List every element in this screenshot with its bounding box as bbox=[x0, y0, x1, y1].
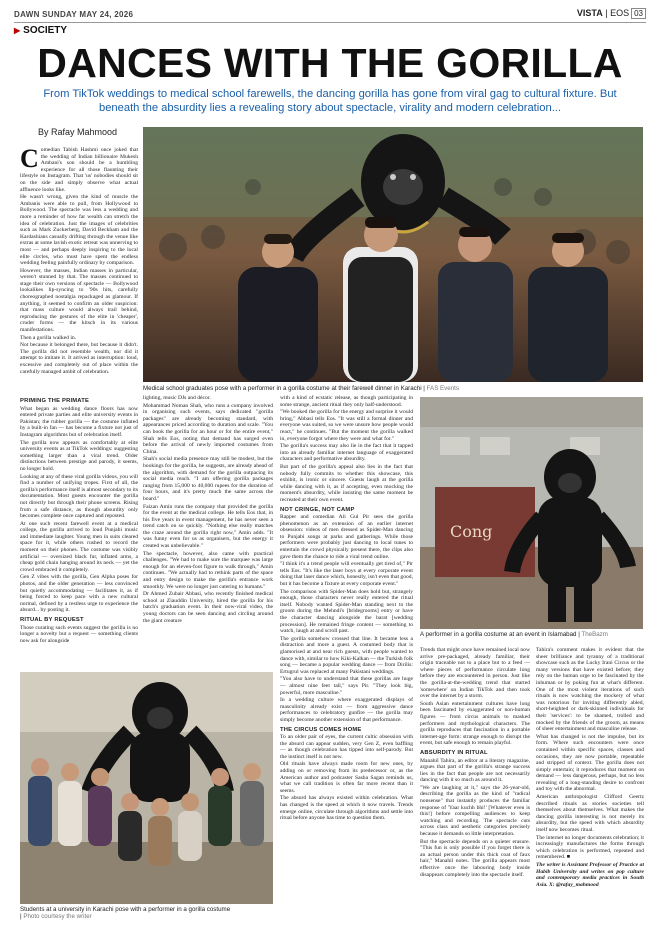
column-2 bbox=[143, 395, 273, 668]
section-marker-icon: ▶ bbox=[14, 26, 21, 35]
column-3 bbox=[280, 395, 413, 920]
intro-column bbox=[20, 147, 138, 390]
paragraph: American anthropologist Clifford Geertz described rituals as stories societies tell themselves about themselves. What makes the dancing gorilla interesting is not merely its absurdity, but the speed with which absurdity itself now becomes ritual. bbox=[536, 794, 644, 834]
section-code: EOS bbox=[610, 8, 630, 18]
subheading: NOT CRINGE, NOT CAMP bbox=[280, 506, 355, 513]
paragraph: Looking at any of these viral gorilla videos, you will find a number of unifying tropes. First of all, the gorilla's performance itself is almost secondary to its documentation. Most guests encounter the gorilla not directly but through their phone screens. Rising from a safe distance, as though absurdity only becomes complete once captured and reposted. bbox=[20, 473, 138, 520]
photo-credit: FAS Events bbox=[426, 385, 459, 392]
paragraph: However, the masses, Indian masses in particular, weren't stunned by that. The masses continued to stage their own versions of spectacle — Bollywood lookalikes lip-syncing to '90s hits, carefully choreographed nostalgia repackaged as glamour. If anything, it seemed to confirm an older suspicion: that mass culture would always trail behind, reproducing the gestures of the elite in 'cheaper', cruder forms — the kitsch in its various manifestations. bbox=[20, 267, 138, 334]
paragraph: The gorilla somehow crossed that line. It became less a distraction and more a guest. A costumed body that is glamorised at and near rich guests, with people wanted to dance with, similar to how Kiki-Kalkan — the Turkish folk song — became a popular wedding dance — from Dirilis: Ertugrul was replaced at many Pakistani weddings. bbox=[280, 635, 413, 675]
section-label bbox=[14, 25, 67, 36]
svg-text:Cong: Cong bbox=[450, 522, 493, 541]
university-photo-image bbox=[20, 672, 273, 904]
header-rule bbox=[14, 22, 646, 23]
subheading: RITUAL BY REQUEST bbox=[20, 617, 84, 623]
paragraph: What has changed is not the impulse, but its form. Where such encounters were once contained within specific spaces, classes and occasions, they are now portable, repeatable and stripped of context. The gorilla does not simply entertain; it reproduces that moment on demand — less dangerous, perhaps, but no less revealing of a long-standing desire to confront and toy with the abnormal. bbox=[536, 733, 644, 793]
university-photo bbox=[20, 672, 273, 904]
author-bio: The writer is Assistant Professor of Practice at Habib University and writes on pop culture and contemporary media practices in South Asia. X: @rafay_mahmood bbox=[536, 862, 644, 888]
paragraph: But part of the gorilla's appeal also lies in the fact that nobody fully commits to whether this showcase, this exhibit, is ironic or sincere. Guests laugh at the gorilla while dancing with it, as if accepting, even mocking the moment's absurdity, while insisting the same moment be recreated at their own event. bbox=[280, 463, 413, 503]
paragraph: The internet no longer documents celebration; it increasingly manufactures the forms through which celebration is performed, repeated and remembered. ■ bbox=[536, 834, 644, 861]
paragraph: lighting, music DJs and décor. bbox=[143, 395, 211, 401]
caption-text: A performer in a gorilla costume at an event in Islamabad bbox=[420, 631, 577, 638]
main-photo-caption: Medical school graduates pose with a performer in a gorilla costume at their farewell dinner in Karachi | FAS Events bbox=[143, 385, 459, 392]
paragraph: But the spectacle depends on a quieter erasure. "This fun is only possible if you forget there is an actual person under this thick coat of faux hair," Manahil notes. The gorilla appears most effective once the labouring body inside disappears completely into the spectacle itself. bbox=[420, 838, 530, 878]
headline: DANCES WITH THE GORILLA bbox=[37, 40, 623, 86]
paragraph: Those curating such events suggest the gorilla is no longer a novelty but a request — something clients now ask for alongside bbox=[20, 624, 138, 644]
islamabad-photo-image bbox=[420, 397, 643, 629]
paragraph: with a kind of ecstatic release, as though participating in some strange, ancient ritual they only half-understood. bbox=[280, 395, 413, 408]
islamabad-photo-caption: A performer in a gorilla costume at an event in Islamabad | TheBazm bbox=[420, 631, 608, 638]
paragraph: Faizan Amin runs the company that provided the gorilla for the event at the medical college. He tells Eos that, in his five years in event management, he has never seen a trend catch on so quickly. "Nothing else really matches the craze around the gorilla right now," Amin adds. "It was funny even for us as organisers, but the energy it created was unbelievable." bbox=[143, 503, 273, 550]
column-4 bbox=[420, 647, 530, 922]
paragraph: Rapper and comedian Ali Gul Pir sees the gorilla phenomenon as an extension of an earlier internet obsession: videos of men dressed as Spider-Man dancing to Punjabi songs at parks and gatherings. While those performers were probably just dancing to local tunes to entertain the crowd physically present there, the clips also gave them the chance to ride a viral trend online. bbox=[280, 514, 413, 560]
paragraph: The spectacle, however, also came with practical challenges. "We had to make sure the marquee was large enough for an eleven-foot figure to walk through," Amin continues. "We actually had to rethink parts of the space and entry design to make the gorilla's entrance work smoothly. We were no longer just catering to humans." bbox=[143, 550, 273, 590]
paragraph: Gen Z vibes with the gorilla, Gen Alpha poses for photos, and the older generation — less convinced but quietly accommodating — facilitates it, as if being forced to keep pace with a new cultural normal, defined by a restless urge to experience the absurd... by posting it. bbox=[20, 574, 138, 614]
column-5 bbox=[536, 647, 644, 922]
paragraph: Trends that might once have remained local now arrive pre-packaged, already familiar, their origin traceable not to a place but to a feed — where pieces of performance circulate long before they are encountered in person. Just like the gorilla-at-the-wedding trend that started 'somewhere' on Indian TikTok and then took over the internet by a storm. bbox=[420, 647, 530, 700]
paragraph: In a wedding culture where exaggerated displays of masculinity already exist — from aggressive dance performances to celebratory gunfire — the gorilla may simply become another extension of that performance. bbox=[280, 697, 413, 723]
paragraph: At one such recent farewell event at a medical college, the gorilla arrived to loud Punjabi music and immediate laughter. Young men in suits cleared space for it, while others rushed to record the moment on their phones. The costume was visibly artificial — oversized black fur, inflated arms, a cheap gold chain hanging around its neck — yet the crowd embraced it completely. bbox=[20, 520, 138, 573]
paragraph: Mohammad Noman Shah, who runs a company involved in organising such events, says dedicated "gorilla packages" are already becoming standard, with appearances priced according to duration and scale. "You can book the gorilla for an hour or for the entire event," Shah tells Eos, noting that demand has surged even before the arrival of newly imported costumes from China. bbox=[143, 402, 273, 455]
main-photo-image bbox=[143, 127, 643, 382]
paragraph: "I think it's a trend people will eventually get tired of," Pir tells Eos. "It's like the laser boys at every corporate event doing that laser dance which, honestly, isn't even that good, but it has become a fixture at every corporate event." bbox=[280, 561, 413, 588]
photo-credit: TheBazm bbox=[581, 631, 608, 638]
caption-text: Medical school graduates pose with a performer in a gorilla costume at their farewell dinner in Karachi bbox=[143, 385, 422, 392]
islamabad-photo bbox=[420, 397, 643, 629]
paragraph: "You also have to understand that these gorillas are huge — almost nine feet tall," says Pir. "They look big, powerful, more masculine." bbox=[280, 676, 413, 696]
paragraph: The gorilla's success may also lie in the fact that it tapped into an already familiar internet language of exaggerated characters and performative absurdity. bbox=[280, 443, 413, 463]
main-photo bbox=[143, 127, 643, 382]
standfirst: From TikTok weddings to medical school farewells, the dancing gorilla has gone from viral gag to cultural fixture. But beneath the absurdity lies a revealing story about spectacle, virality and modern celebration... bbox=[43, 88, 617, 114]
subheading: ABSURDITY IN RITUAL bbox=[420, 749, 488, 756]
page-tag: VISTA | EOS 03 bbox=[577, 8, 646, 19]
university-photo-caption: Students at a university in Karachi pose with a performer in a gorilla costume | Photo courtesy the writer bbox=[20, 906, 231, 921]
paragraph: Not because it belonged there, but because it didn't. The gorilla did not resemble wealth, nor did it attempt to imitate it. It arrived as interruption: loud, excessive and completely out of place within the carefully managed ambit of celebration. bbox=[20, 342, 138, 375]
paragraph: What began as wedding dance floors has now entered private parties and elite university events in Pakistan; the rubber gorilla — the costume inflated by a built-in fan — has become a fixture not just of Instagram algorithms but of celebration itself. bbox=[20, 405, 138, 438]
paragraph: South Asian entertainment cultures have long been fascinated by exaggerated or non-human figures — from circus animals to masked performers and mythological characters. The gorilla reproduces that fascination in a portable internet-age form: strange enough to disrupt the event, but safe enough to remain playful. bbox=[420, 700, 530, 747]
page-number: 03 bbox=[631, 8, 646, 19]
paragraph: Then a gorilla walked in. bbox=[20, 334, 77, 341]
subheading: PRIMING THE PRIMATE bbox=[20, 398, 90, 404]
photo-credit: Photo courtesy the writer bbox=[23, 913, 92, 921]
byline: By Rafay Mahmood bbox=[38, 127, 118, 137]
caption-text: Students at a university in Karachi pose with a performer in a gorilla costume bbox=[20, 906, 231, 913]
paragraph: To an older pair of eyes, the current cultic obsession with the absurd can appear sudden, very Gen Z, even baffling — as though celebration has tipped into self-parody. But the instinct itself is not new. bbox=[280, 734, 413, 760]
masthead-date: DAWN SUNDAY MAY 24, 2026 bbox=[14, 10, 134, 19]
brand-name: VISTA bbox=[576, 8, 603, 18]
section-name: SOCIETY bbox=[23, 25, 68, 36]
paragraph: Shah's social media presence may still be modest, but the bookings for the gorilla, he suggests, are already ahead of the algorithm, with demand for the gorilla outpacing its social media reach. "I am offering gorilla packages ranging from 15,000 to 40,000 rupees for the duration of four hours, and it's pretty much the same across the board." bbox=[143, 456, 273, 502]
paragraph: The gorilla now appears as comfortably at elite university events as at TikTok weddings: suggesting something larger than a viral trend. Older distinctions between prestige and parody, it seems, no longer hold. bbox=[20, 439, 138, 472]
paragraph: omedian Tabish Hashmi once joked that the wedding of Indian billionaire Mukesh Ambani's son should be a humbling experience for all those flaunting their lifestyle on Instagram. That 'us' nobodies should sit on the side and simply observe what actual affluence looks like. bbox=[20, 147, 138, 193]
paragraph: "We booked the gorilla for the energy and surprise it would bring," Abbasi tells Eos. "It was still a formal dinner and everyone was suited, so we were unsure how people would react," he continues. "But the moment the gorilla walked in, everyone forgot where they were and what for." bbox=[280, 409, 413, 442]
paragraph: Dr Ahmed Zubair Abbasi, who recently finished medical school at Ziauddin University, hired the gorilla for his batch's graduation event. In their now-viral video, the young doctors can be seen dancing and circling around the giant creature bbox=[143, 591, 273, 624]
paragraph: The comparison with Spider-Man does hold but, strangely enough, those characters never really entered the ritual itself. Nobody wanted Spider-Man standing next to the groom during the Mehndi's [bridegrooms] entry or have the character dancing alongside the barat [wedding procession]. He remained fringe content — something to watch, laugh at and scroll past. bbox=[280, 588, 413, 635]
paragraph: "We are laughing at it," says the 26-year-old, describing the gorilla as the kind of "radical nonsense" that instantly produces the familiar response of 'Yaar kuchh bhi!' [Whatever even is this!] before compelling audiences to keep watching and recording. The spectacle cuts across class and aesthetic categories precisely because it demands so little interpretation. bbox=[420, 784, 530, 838]
paragraph: Manahil Tahira, an editor at a literary magazine, argues that part of the gorilla's strange success lies in the fact that people are not necessarily dancing with it so much as around it. bbox=[420, 757, 530, 784]
dropcap: C bbox=[20, 147, 39, 173]
column-1 bbox=[20, 395, 138, 668]
paragraph: He wasn't wrong, given the kind of muscle the Ambanis were able to pull, from Hollywood to Bollywood. The spectacle was less a wedding and more a reminder of how far wealth can stretch the idea of celebration. Just the images of celebrities such as Mark Zuckerberg, David Beckham and the Kardashians casually drifting through the venue like extras at some lavish exotic retreat was unnerving to most — and perhaps deeply inspiring to the local elite circles, who must have spent the endless wedding feeling painfully ordinary by comparison. bbox=[20, 194, 138, 267]
paragraph: Tahira's comment makes it evident that the sheer brilliance and tyranny of a traditional showcase such as the Lucky Irani Circus or the many versions that have existed before; they rely on the human urge to be fascinated by the inhuman or by poking fun at what's different. One of the most violent iterations of such rituals is now watching the mockery of what was notorious for inviting differently abled, short-heighted or dark-skinned individuals for their 'services': to be shamed, trolled and mocked by the friends of the groom, as means of sheer entertainment and masculine release. bbox=[536, 647, 644, 733]
paragraph: The absurd has always existed within celebration. What has changed is the speed at which it now travels. Trends emerge online, circulate through algorithms and settle into ritual before anyone has time to question them. bbox=[280, 795, 413, 822]
paragraph: Old rituals have always made room for new ones, by adding on or removing from its predecessor or, as the American author and podcaster Sasha Sagan reminds us, what we call tradition is often far more recent than it seems. bbox=[280, 761, 413, 794]
subheading: THE CIRCUS COMES HOME bbox=[280, 726, 362, 733]
